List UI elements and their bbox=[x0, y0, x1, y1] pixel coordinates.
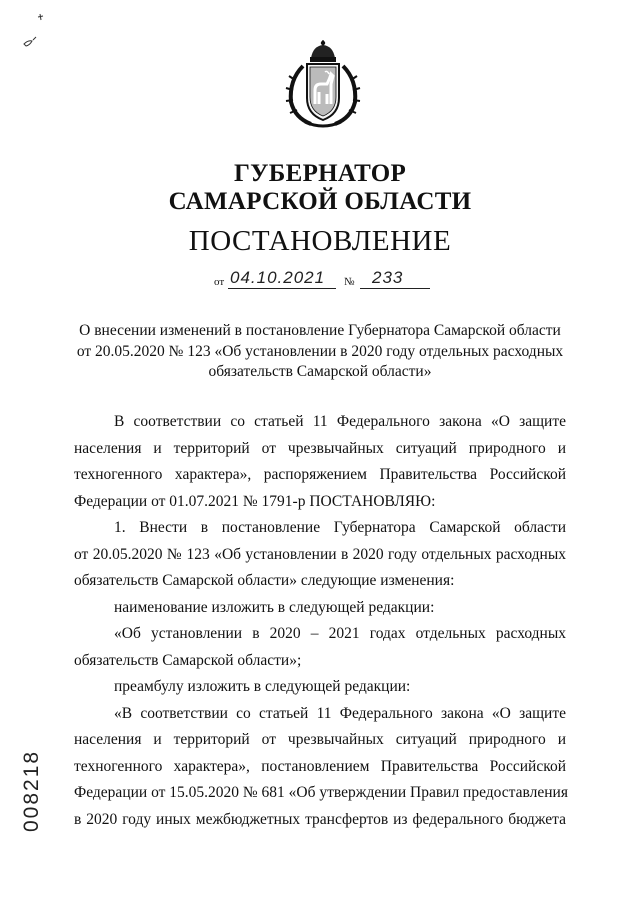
body-line: Федерации от 15.05.2020 № 681 «Об утверждении Правил предоставления bbox=[74, 784, 568, 801]
number-underline bbox=[360, 288, 430, 289]
body-line: техногенного характера», постановлением Правительства Российской bbox=[74, 757, 566, 775]
body-line: от 20.05.2020 № 123 «Об установлении в 2020 году отдельных расходных bbox=[74, 545, 566, 563]
body-line: техногенного характера», распоряжением Правительства Российской bbox=[74, 466, 566, 483]
body-line: «В соответствии со статьей 11 Федерального закона «О защите bbox=[114, 704, 566, 722]
document-type-title: ПОСТАНОВЛЕНИЕ bbox=[188, 225, 452, 257]
subject-line: от 20.05.2020 № 123 «Об установлении в 2020 году отдельных расходных bbox=[76, 342, 564, 360]
number-value: 233 bbox=[372, 268, 404, 287]
body-line: преамбулу изложить в следующей редакции: bbox=[114, 678, 411, 695]
body-line: наименование изложить в следующей редакции: bbox=[114, 598, 435, 616]
body-line: «Об установлении в 2020 – 2021 годах отдельных расходных bbox=[114, 625, 566, 642]
number-prefix: № bbox=[344, 276, 355, 288]
handwritten-mark-icon bbox=[22, 10, 52, 50]
date-prefix: от bbox=[214, 276, 225, 288]
date-value: 04.10.2021 bbox=[230, 268, 326, 287]
date-underline bbox=[228, 288, 336, 289]
body-line: обязательств Самарской области»; bbox=[74, 651, 302, 669]
subject-line: обязательств Самарской области» bbox=[208, 363, 432, 380]
margin-stamp-number: 008218 bbox=[20, 749, 43, 832]
subject-line: О внесении изменений в постановление Губернатора Самарской области bbox=[79, 322, 561, 339]
body-line: 1. Внести в постановление Губернатора Самарской области bbox=[114, 519, 566, 536]
body-line: Федерации от 01.07.2021 № 1791-р ПОСТАНОВЛЯЮ: bbox=[74, 492, 436, 510]
document-body bbox=[74, 409, 566, 833]
authority-title-line1: ГУБЕРНАТОР bbox=[233, 160, 407, 187]
authority-title-line2: САМАРСКОЙ ОБЛАСТИ bbox=[168, 188, 472, 215]
document-subject bbox=[40, 321, 600, 383]
samara-region-coat-of-arms-icon bbox=[281, 40, 365, 130]
date-number-line bbox=[214, 268, 434, 290]
body-line: населения и территорий от чрезвычайных ситуаций природного и bbox=[74, 731, 566, 748]
body-line: в 2020 году иных межбюджетных трансфертов из федерального бюджета bbox=[74, 810, 566, 828]
body-line: обязательств Самарской области» следующие изменения: bbox=[74, 572, 455, 589]
body-line: В соответствии со статьей 11 Федерального закона «О защите bbox=[114, 413, 566, 430]
body-line: населения и территорий от чрезвычайных ситуаций природного и bbox=[74, 439, 566, 457]
